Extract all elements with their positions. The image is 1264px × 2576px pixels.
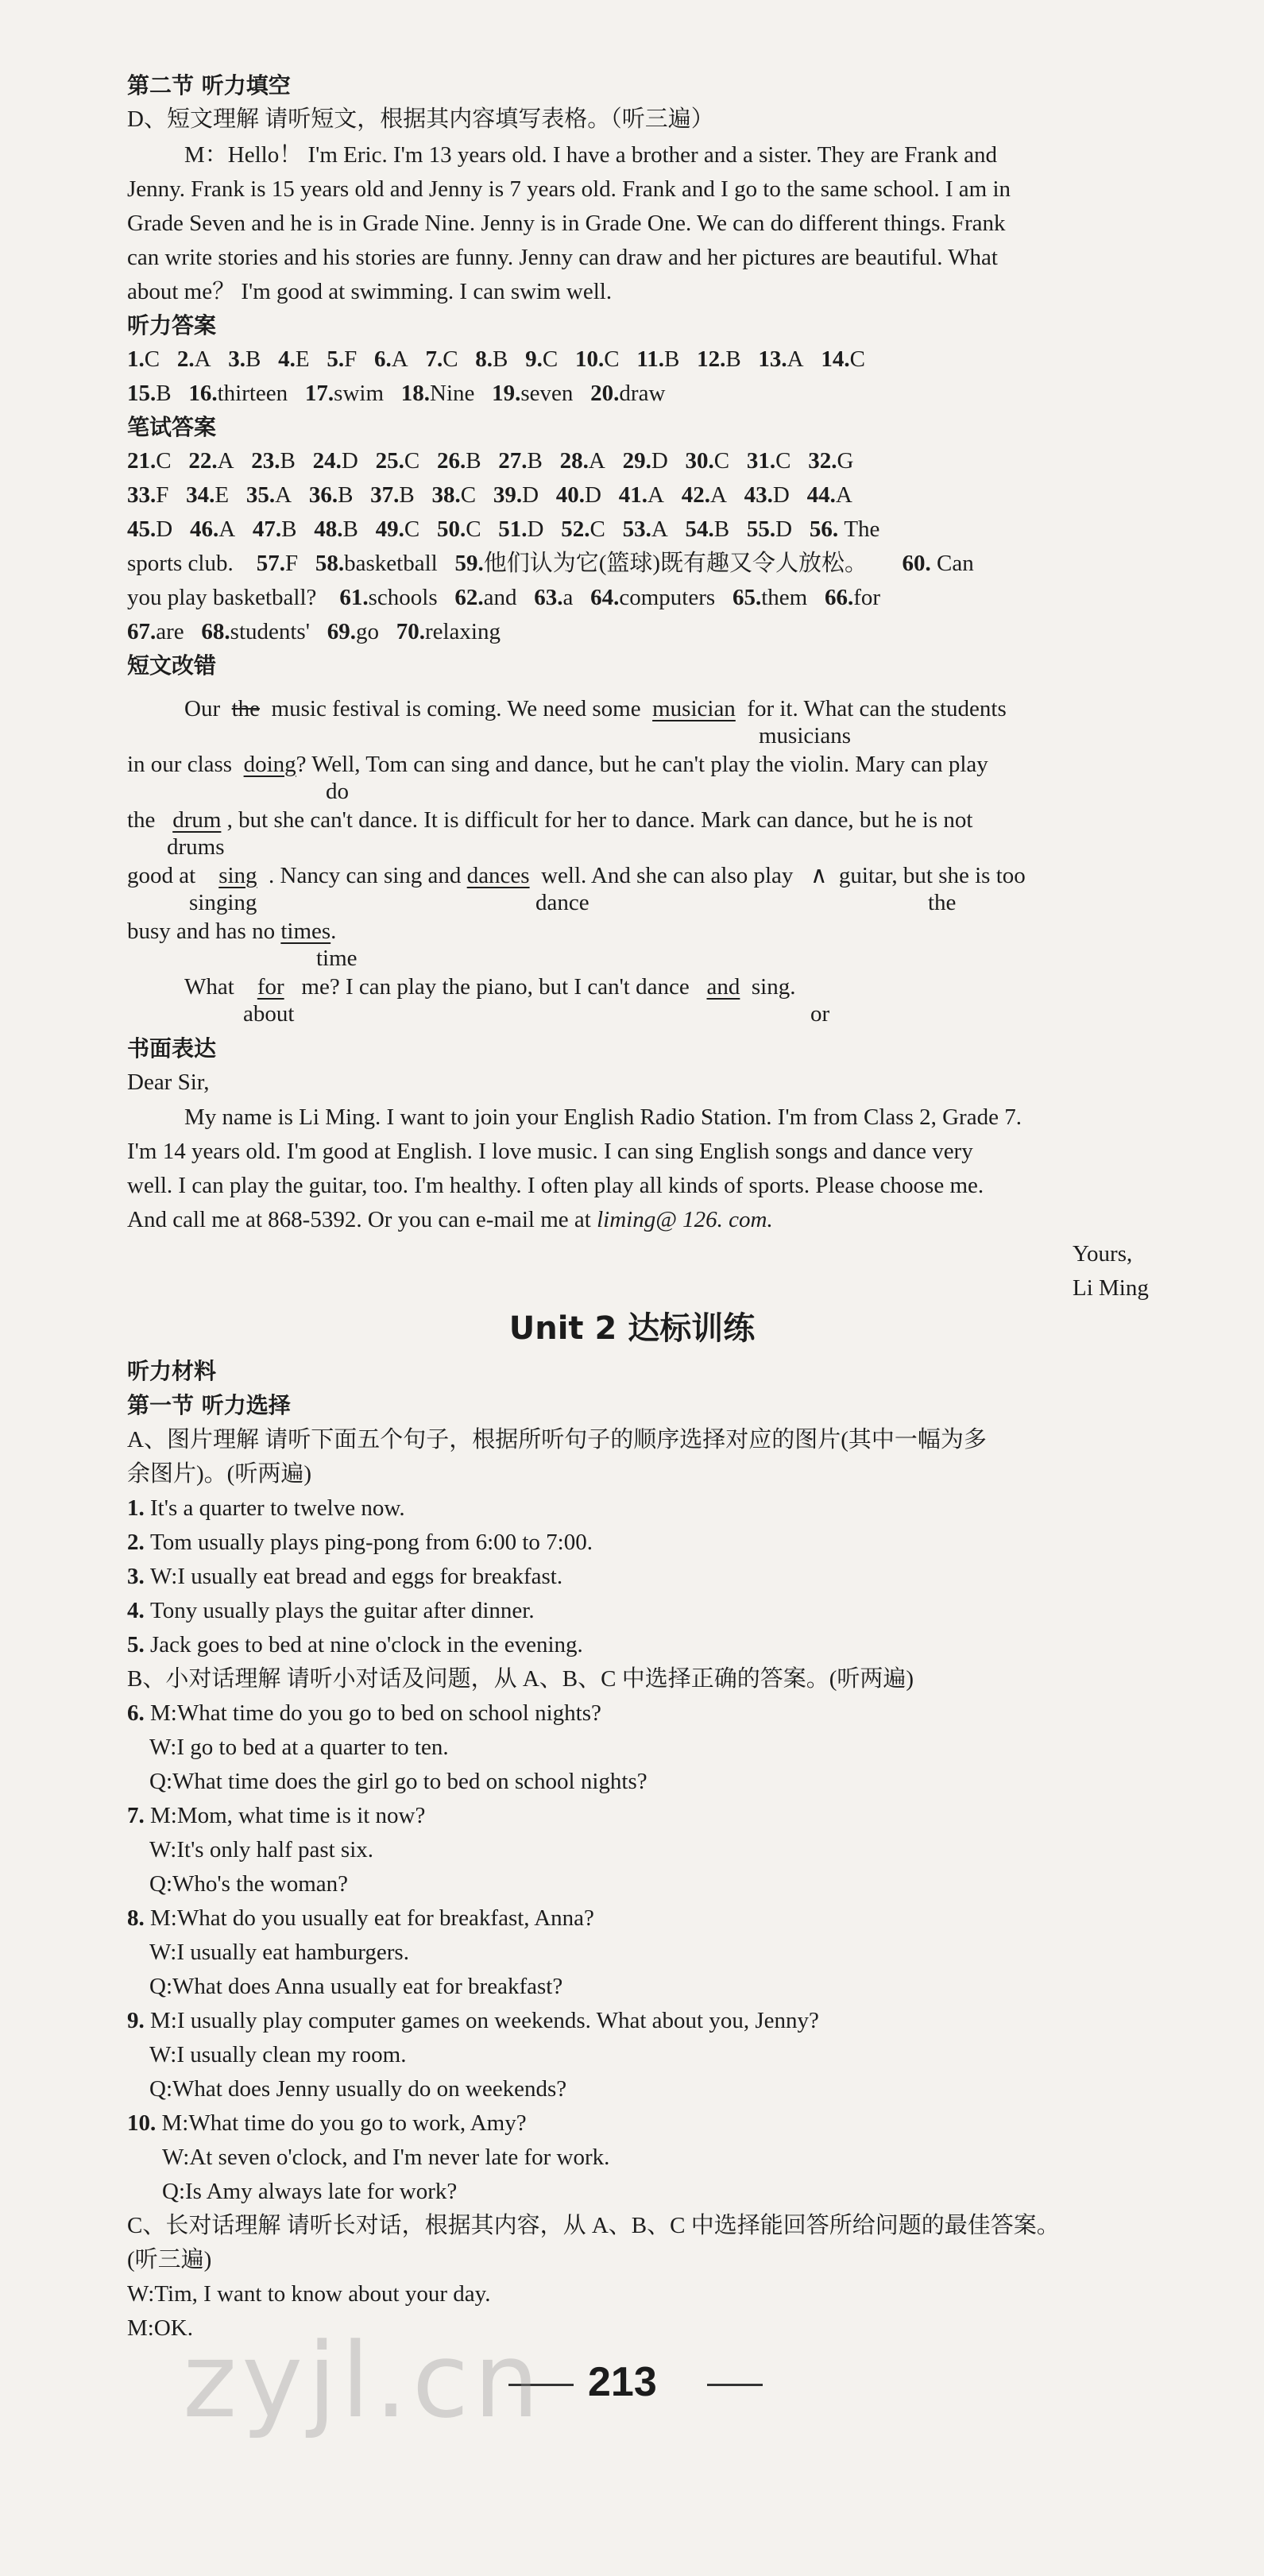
dialog-line: W:Tim, I want to know about your day.: [127, 2281, 491, 2307]
correction-line: Our the music festival is coming. We need some musician for it. What can the students: [184, 696, 1007, 721]
watermark: zyjl.cn: [183, 2320, 544, 2441]
answer-row: you play basketball? 61.schools 62.and 63.a 64.computers 65.them 66.for: [127, 585, 881, 610]
dialog-line: Q:Who's the woman?: [149, 1871, 349, 1897]
salutation: Dear Sir,: [127, 1069, 210, 1095]
correction-fix: about: [243, 1001, 295, 1027]
dialog-line: W:I go to bed at a quarter to ten.: [149, 1735, 449, 1760]
answer-row: 1.C 2.A 3.B 4.E 5.F 6.A 7.C 8.B 9.C 10.C 11.B 12.B 13.A 14.C: [127, 346, 865, 372]
correction-fix: the: [928, 890, 957, 915]
correction-line: good at sing . Nancy can sing and dances well. And she can also play ∧ guitar, but she is too: [127, 863, 1026, 888]
dialog-line: Q:Is Amy always late for work?: [162, 2179, 458, 2204]
listening-answers-heading: 听力答案: [127, 312, 217, 338]
passage-line: about me？ I'm good at swimming. I can swim well.: [127, 279, 613, 304]
dialog-line: 8. M:What do you usually eat for breakfast, Anna?: [127, 1905, 594, 1931]
signature: Li Ming: [1073, 1275, 1149, 1301]
correction-fix: drums: [167, 834, 225, 860]
correction-fix: singing: [189, 890, 257, 915]
correction-line: in our class doing? Well, Tom can sing and dance, but he can't play the violin. Mary can play: [127, 752, 988, 777]
correction-fix: musicians: [759, 723, 851, 748]
answer-row: sports club. 57.F 58.basketball 59.他们认为它(篮球)既有趣又令人放松。 60. Can: [127, 551, 974, 576]
section-heading: 第二节 听力填空: [127, 72, 291, 99]
section-heading: 第一节 听力选择: [127, 1392, 291, 1418]
dialog-line: W:It's only half past six.: [149, 1837, 374, 1862]
written-answers-heading: 笔试答案: [127, 414, 217, 440]
part-a-instruction: A、图片理解 请听下面五个句子，根据所听句子的顺序选择对应的图片(其中一幅为多: [127, 1427, 987, 1452]
correction-line: What for me? I can play the piano, but I can't dance and sing.: [184, 974, 796, 1000]
dialog-line: W:At seven o'clock, and I'm never late for work.: [162, 2145, 610, 2170]
correction-fix: do: [326, 779, 349, 804]
correction-line: the drum , but she can't dance. It is difficult for her to dance. Mark can dance, but he is not: [127, 807, 973, 833]
part-c-instruction: C、长对话理解 请听长对话，根据其内容，从 A、B、C 中选择能回答所给问题的最佳答案。: [127, 2213, 1060, 2238]
unit-title: Unit 2 达标训练: [508, 1310, 756, 1347]
list-item: 1. It's a quarter to twelve now.: [127, 1495, 405, 1521]
part-b-instruction: B、小对话理解 请听小对话及问题，从 A、B、C 中选择正确的答案。(听两遍): [127, 1666, 914, 1692]
dialog-line: 6. M:What time do you go to bed on school nights?: [127, 1700, 601, 1726]
dialog-line: Q:What time does the girl go to bed on school nights?: [149, 1769, 647, 1794]
list-item: 5. Jack goes to bed at nine o'clock in the evening.: [127, 1632, 583, 1657]
materials-heading: 听力材料: [127, 1358, 217, 1384]
dialog-line: W:I usually clean my room.: [149, 2042, 407, 2067]
dialog-line: 9. M:I usually play computer games on weekends. What about you, Jenny?: [127, 2008, 819, 2033]
passage-line: Grade Seven and he is in Grade Nine. Jenny is in Grade One. We can do different things. Frank: [127, 211, 1006, 236]
closing: Yours,: [1073, 1241, 1133, 1267]
page-number-dash: [707, 2384, 763, 2386]
part-d-instruction: D、短文理解 请听短文，根据其内容填写表格。（听三遍）: [127, 106, 714, 132]
answer-row: 21.C 22.A 23.B 24.D 25.C 26.B 27.B 28.A 29.D 30.C 31.C 32.G: [127, 448, 854, 474]
dialog-line: 10. M:What time do you go to work, Amy?: [127, 2110, 527, 2136]
part-c-instruction: (听三遍): [127, 2247, 212, 2272]
passage-line: can write stories and his stories are funny. Jenny can draw and her pictures are beautiful. What: [127, 245, 998, 270]
part-a-instruction: 余图片)。(听两遍): [127, 1461, 311, 1487]
correction-heading: 短文改错: [127, 652, 217, 679]
dialog-line: W:I usually eat hamburgers.: [149, 1940, 409, 1965]
correction-fix: time: [316, 946, 358, 971]
list-item: 2. Tom usually plays ping-pong from 6:00 to 7:00.: [127, 1530, 593, 1555]
page-number: 213: [588, 2359, 657, 2405]
answer-row: 45.D 46.A 47.B 48.B 49.C 50.C 51.D 52.C 53.A 54.B 55.D 56. The: [127, 516, 880, 542]
writing-line: My name is Li Ming. I want to join your English Radio Station. I'm from Class 2, Grade 7.: [184, 1104, 1022, 1130]
answer-row: 33.F 34.E 35.A 36.B 37.B 38.C 39.D 40.D 41.A 42.A 43.D 44.A: [127, 482, 852, 508]
writing-line: well. I can play the guitar, too. I'm healthy. I often play all kinds of sports. Please choose me.: [127, 1173, 984, 1198]
writing-heading: 书面表达: [127, 1035, 217, 1062]
passage-line: M：Hello！ I'm Eric. I'm 13 years old. I have a brother and a sister. They are Frank and: [184, 142, 998, 168]
list-item: 3. W:I usually eat bread and eggs for breakfast.: [127, 1564, 563, 1589]
answer-row: 15.B 16.thirteen 17.swim 18.Nine 19.seven 20.draw: [127, 381, 666, 406]
passage-line: Jenny. Frank is 15 years old and Jenny is 7 years old. Frank and I go to the same school. I am in: [127, 176, 1011, 202]
answer-row: 67.are 68.students' 69.go 70.relaxing: [127, 619, 501, 644]
list-item: 4. Tony usually plays the guitar after dinner.: [127, 1598, 535, 1623]
dialog-line: 7. M:Mom, what time is it now?: [127, 1803, 426, 1828]
dialog-line: M:OK.: [127, 2315, 193, 2341]
correction-fix: dance: [535, 890, 589, 915]
writing-line: I'm 14 years old. I'm good at English. I love music. I can sing English songs and dance very: [127, 1139, 973, 1164]
correction-fix: or: [810, 1001, 830, 1027]
writing-line: And call me at 868-5392. Or you can e-mail me at liming@ 126. com.: [127, 1207, 773, 1232]
dialog-line: Q:What does Anna usually eat for breakfast?: [149, 1974, 563, 1999]
dialog-line: Q:What does Jenny usually do on weekends?: [149, 2076, 567, 2102]
correction-line: busy and has no times.: [127, 919, 337, 944]
